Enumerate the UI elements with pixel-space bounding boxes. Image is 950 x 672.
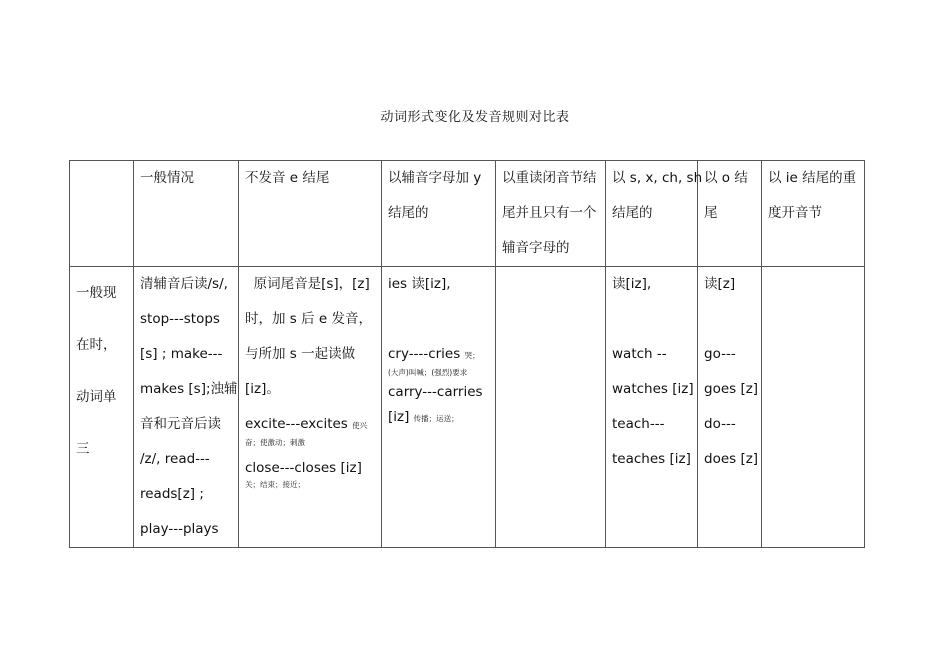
header-o-ending: 以 o 结 尾 (698, 161, 762, 267)
cell-closed-syllable (496, 267, 606, 548)
example-carry: carry---carries (388, 384, 483, 400)
cell-o-ending: 读[z] go--- goes [z] do--- does [z] (698, 267, 762, 548)
comparison-table (69, 160, 865, 548)
cell-consonant-y: ies 读[iz], cry----cries 哭； (大声)叫喊；(强烈)要求 carry---carries [iz] 传播；运送； (382, 267, 496, 548)
cell-ie-ending (762, 267, 865, 548)
header-s-x-ch-sh: 以 s, x, ch, sh 结尾的 (606, 161, 698, 267)
cell-silent-e: 原词尾音是[s]，[z] 时，加 s 后 e 发音， 与所加 s 一起读做 [iz]。 excite---excites 使兴 奋；使激动；刺激 close---closes [iz] 关；结束；接近； (239, 267, 382, 548)
header-corner (70, 161, 134, 267)
example-close: close---closes [iz] (245, 460, 362, 476)
cell-general: 清辅音后读/s/, stop---stops [s] ; make--- makes [s];浊辅 音和元音后读 /z/, read--- reads[z] ; play---plays (134, 267, 239, 548)
header-ie-ending: 以 ie 结尾的重 度开音节 (762, 161, 865, 267)
page-title: 动词形式变化及发音规则对比表 (380, 110, 570, 125)
header-consonant-y: 以辅音字母加 y 结尾的 (382, 161, 496, 267)
table-row (70, 267, 865, 548)
example-excite: excite---excites 使兴 (245, 416, 368, 432)
header-closed-syllable: 以重读闭音节结 尾并且只有一个 辅音字母的 (496, 161, 606, 267)
header-general: 一般情况 (134, 161, 239, 267)
header-row (70, 161, 865, 267)
example-cry: cry----cries 哭； (388, 346, 480, 362)
header-silent-e: 不发音 e 结尾 (239, 161, 382, 267)
cell-s-x-ch-sh: 读[iz], watch -- watches [iz] teach--- teaches [iz] (606, 267, 698, 548)
row-label: 一般现 在时， 动词单 三 (70, 267, 134, 548)
